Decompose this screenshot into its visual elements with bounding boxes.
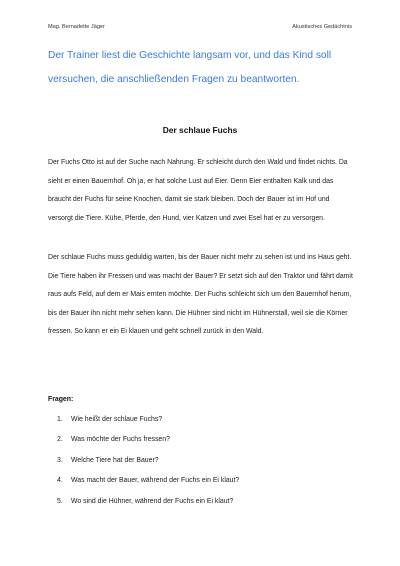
question-item [57, 436, 360, 456]
question-number: 4. [57, 477, 63, 485]
author-name: Mag. Bernadette Jäger [48, 24, 105, 30]
questions-list [57, 416, 360, 518]
question-item [57, 477, 360, 497]
page-header [48, 24, 352, 30]
story-paragraph: Der Fuchs Otto ist auf der Suche nach Nahrung. Er schleicht durch den Wald und findet nichts. Da sieht er einen Bauernhof. Oh ja, er hat solche Lust auf Eier. Denn Eier enthalten Kalk und das braucht der Fuchs für seine Knochen, damit sie stark bleiben. Doch der Bauer ist im Hof und versorgt die Tiere. Kühe, Pferde, den Hund, vier Katzen und zwei Esel hat er zu versorgen. [48, 159, 348, 222]
question-item [57, 457, 360, 477]
question-number: 2. [57, 436, 63, 444]
instruction-text: Der Trainer liest die Geschichte langsam vor, und das Kind soll versuchen, die anschließenden Fragen zu beantworten. [48, 50, 332, 85]
question-item [57, 498, 360, 518]
question-text: Wo sind die Hühner, während der Fuchs ein Ei klaut? [71, 497, 234, 505]
question-number: 5. [57, 497, 63, 505]
question-number: 1. [57, 416, 63, 423]
story-paragraph: Der schlaue Fuchs muss geduldig warten, bis der Bauer nicht mehr zu sehen ist und ins Haus geht. Die Tiere haben ihr Fressen und was macht der Bauer? Er setzt sich auf den Traktor und fährt damit raus aufs Feld, auf dem er Mais ernten möchte. Der Fuchs schleicht sich um den Bauernhof herum, bis der Bauer ihn nicht mehr sehen kann. Die Hühner sind nicht im Hühnerstall, weil sie die Körner fressen. So kann er ein Ei klauen und geht schnell zurück in den Wald. [48, 254, 353, 335]
question-number: 3. [57, 456, 63, 464]
question-text: Was macht der Bauer, während der Fuchs ein Ei klaut? [71, 477, 240, 485]
question-text: Wie heißt der schlaue Fuchs? [71, 416, 163, 423]
questions-heading: Fragen: [48, 396, 74, 403]
question-item [57, 416, 360, 436]
worksheet-topic: Akustisches Gedächtnis [292, 24, 352, 30]
question-text: Welche Tiere hat der Bauer? [71, 456, 159, 464]
question-text: Was möchte der Fuchs fressen? [71, 436, 170, 444]
story-title: Der schlaue Fuchs [162, 125, 238, 135]
